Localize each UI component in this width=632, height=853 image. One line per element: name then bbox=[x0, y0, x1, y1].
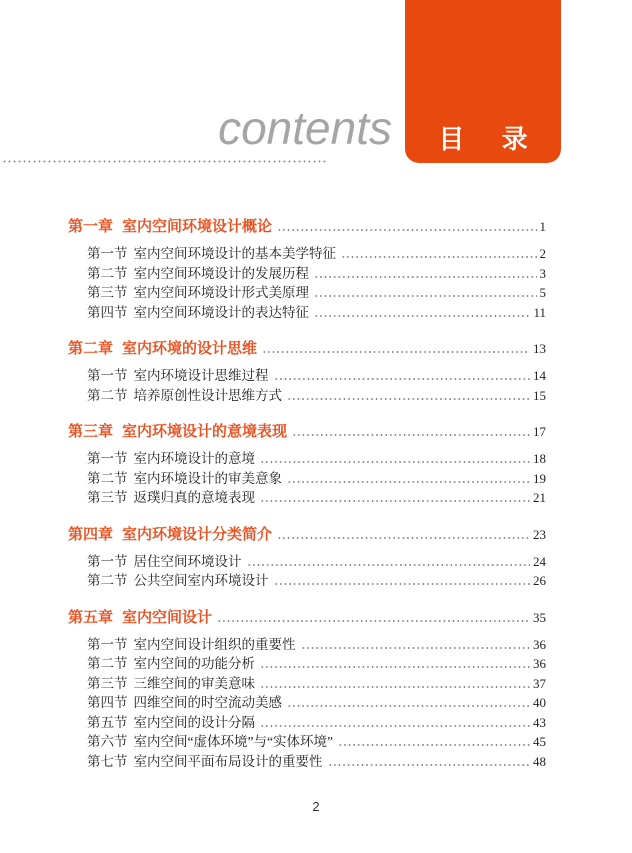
section-page-number: 26 bbox=[533, 573, 546, 588]
dot-leader bbox=[260, 725, 530, 727]
dot-leader bbox=[217, 620, 530, 622]
section-page-number: 40 bbox=[533, 695, 546, 710]
section-label: 第三节 bbox=[87, 490, 128, 505]
chapter-label: 第二章 bbox=[68, 340, 114, 357]
section-title: 室内环境设计思维过程 bbox=[133, 368, 269, 383]
section-page-number: 18 bbox=[533, 451, 546, 466]
chapter-group bbox=[68, 525, 546, 591]
section-page-number: 21 bbox=[533, 490, 546, 505]
section-row bbox=[68, 752, 546, 772]
section-row bbox=[68, 264, 546, 284]
section-row bbox=[68, 713, 546, 733]
section-row bbox=[68, 488, 546, 508]
dot-leader bbox=[277, 537, 530, 539]
section-label: 第二节 bbox=[87, 573, 128, 588]
section-page-number: 2 bbox=[539, 246, 546, 261]
section-label: 第三节 bbox=[87, 675, 128, 691]
section-title: 返璞归真的意境表现 bbox=[133, 490, 255, 505]
section-label: 第二节 bbox=[87, 265, 128, 281]
chapter-page-number: 23 bbox=[533, 526, 546, 542]
chapter-row bbox=[68, 339, 546, 359]
section-label: 第五节 bbox=[87, 714, 128, 730]
header-dotted-rule bbox=[2, 160, 327, 163]
section-row bbox=[68, 366, 546, 386]
section-label: 第一节 bbox=[87, 368, 128, 383]
section-title: 公共空间室内环境设计 bbox=[133, 573, 269, 588]
section-title: 室内空间的设计分隔 bbox=[133, 714, 255, 730]
chapter-page-number: 35 bbox=[533, 609, 546, 625]
dot-leader bbox=[314, 276, 537, 278]
section-row bbox=[68, 449, 546, 469]
chapter-row bbox=[68, 217, 546, 237]
dot-leader bbox=[287, 398, 530, 400]
section-title: 室内空间环境设计的发展历程 bbox=[133, 265, 309, 281]
section-title: 室内环境设计的意境 bbox=[133, 451, 255, 466]
section-label: 第二节 bbox=[87, 656, 128, 671]
section-title: 四维空间的时空流动美感 bbox=[133, 695, 282, 710]
section-page-number: 14 bbox=[533, 368, 546, 383]
chapter-title: 室内环境设计分类简介 bbox=[122, 525, 273, 543]
dot-leader bbox=[301, 647, 531, 649]
dot-leader bbox=[341, 256, 537, 258]
chapter-title: 室内空间设计 bbox=[122, 608, 213, 626]
section-label: 第四节 bbox=[87, 695, 128, 710]
dot-leader bbox=[260, 686, 530, 688]
section-label: 第三节 bbox=[87, 285, 128, 300]
section-row bbox=[68, 283, 546, 303]
chapter-page-number: 1 bbox=[539, 219, 546, 234]
section-label: 第一节 bbox=[87, 246, 128, 261]
chapter-row bbox=[68, 525, 546, 545]
section-row bbox=[68, 552, 546, 572]
chapter-label: 第五章 bbox=[68, 608, 114, 626]
section-label: 第一节 bbox=[87, 451, 128, 466]
section-page-number: 5 bbox=[539, 285, 546, 300]
dot-leader bbox=[292, 434, 530, 436]
chapter-label: 第一章 bbox=[68, 218, 114, 235]
section-title: 室内空间环境设计的表达特征 bbox=[133, 304, 309, 320]
section-page-number: 19 bbox=[533, 470, 546, 486]
section-page-number: 36 bbox=[533, 636, 546, 652]
chapter-page-number: 17 bbox=[533, 424, 546, 439]
section-title: 室内空间“虚体环境”与“实体环境” bbox=[133, 734, 333, 749]
section-label: 第一节 bbox=[87, 636, 128, 652]
section-row bbox=[68, 244, 546, 264]
section-page-number: 24 bbox=[533, 553, 546, 569]
section-title: 室内环境设计的审美意象 bbox=[133, 470, 282, 486]
chapter-label: 第三章 bbox=[68, 423, 114, 440]
section-title: 室内空间设计组织的重要性 bbox=[133, 636, 296, 652]
chapter-group bbox=[68, 608, 546, 772]
dot-leader bbox=[274, 378, 531, 380]
chapter-group bbox=[68, 217, 546, 322]
section-label: 第七节 bbox=[87, 753, 128, 769]
chapter-group bbox=[68, 422, 546, 508]
dot-leader bbox=[338, 744, 530, 746]
dot-leader bbox=[277, 229, 536, 231]
dot-leader bbox=[314, 315, 530, 317]
dot-leader bbox=[260, 666, 530, 668]
section-row bbox=[68, 693, 546, 713]
chapter-row bbox=[68, 608, 546, 628]
section-label: 第一节 bbox=[87, 553, 128, 569]
section-page-number: 48 bbox=[533, 753, 546, 769]
section-row bbox=[68, 469, 546, 489]
chapter-group bbox=[68, 339, 546, 405]
chapter-title: 室内环境设计的意境表现 bbox=[122, 423, 288, 440]
toc-tab-label: 目 录 bbox=[438, 124, 528, 154]
section-title: 室内空间平面布局设计的重要性 bbox=[133, 753, 323, 769]
section-title: 室内空间环境设计的基本美学特征 bbox=[133, 246, 336, 261]
chapter-title: 室内环境的设计思维 bbox=[122, 340, 258, 357]
dot-leader bbox=[328, 764, 531, 766]
section-page-number: 45 bbox=[533, 734, 546, 749]
section-title: 室内空间环境设计形式美原理 bbox=[133, 285, 309, 300]
chapter-title: 室内空间环境设计概论 bbox=[122, 218, 273, 235]
section-title: 室内空间的功能分析 bbox=[133, 656, 255, 671]
chapter-row bbox=[68, 422, 546, 442]
chapter-label: 第四章 bbox=[68, 525, 114, 543]
dot-leader bbox=[260, 500, 530, 502]
section-row bbox=[68, 386, 546, 406]
chapter-page-number: 13 bbox=[533, 341, 546, 356]
section-label: 第四节 bbox=[87, 304, 128, 320]
section-label: 第二节 bbox=[87, 387, 128, 403]
section-row bbox=[68, 303, 546, 323]
contents-wordmark: contents bbox=[218, 102, 392, 154]
toc-tab-block bbox=[405, 0, 561, 163]
dot-leader bbox=[314, 295, 537, 297]
section-title: 培养原创性设计思维方式 bbox=[133, 387, 282, 403]
footer-page-number: 2 bbox=[312, 799, 320, 814]
section-page-number: 15 bbox=[533, 387, 546, 403]
section-row bbox=[68, 674, 546, 694]
section-page-number: 36 bbox=[533, 656, 546, 671]
section-title: 居住空间环境设计 bbox=[133, 553, 242, 569]
section-row bbox=[68, 571, 546, 591]
section-page-number: 11 bbox=[533, 304, 546, 320]
section-label: 第二节 bbox=[87, 470, 128, 486]
dot-leader bbox=[260, 461, 530, 463]
section-page-number: 3 bbox=[539, 265, 546, 281]
dot-leader bbox=[287, 481, 530, 483]
dot-leader bbox=[247, 564, 531, 566]
toc-list bbox=[68, 217, 546, 788]
section-row bbox=[68, 732, 546, 752]
section-title: 三维空间的审美意味 bbox=[133, 675, 255, 691]
section-row bbox=[68, 654, 546, 674]
dot-leader bbox=[287, 705, 530, 707]
section-page-number: 43 bbox=[533, 714, 546, 730]
section-label: 第六节 bbox=[87, 734, 128, 749]
section-row bbox=[68, 635, 546, 655]
section-page-number: 37 bbox=[533, 675, 546, 691]
dot-leader bbox=[274, 583, 531, 585]
dot-leader bbox=[262, 351, 530, 353]
